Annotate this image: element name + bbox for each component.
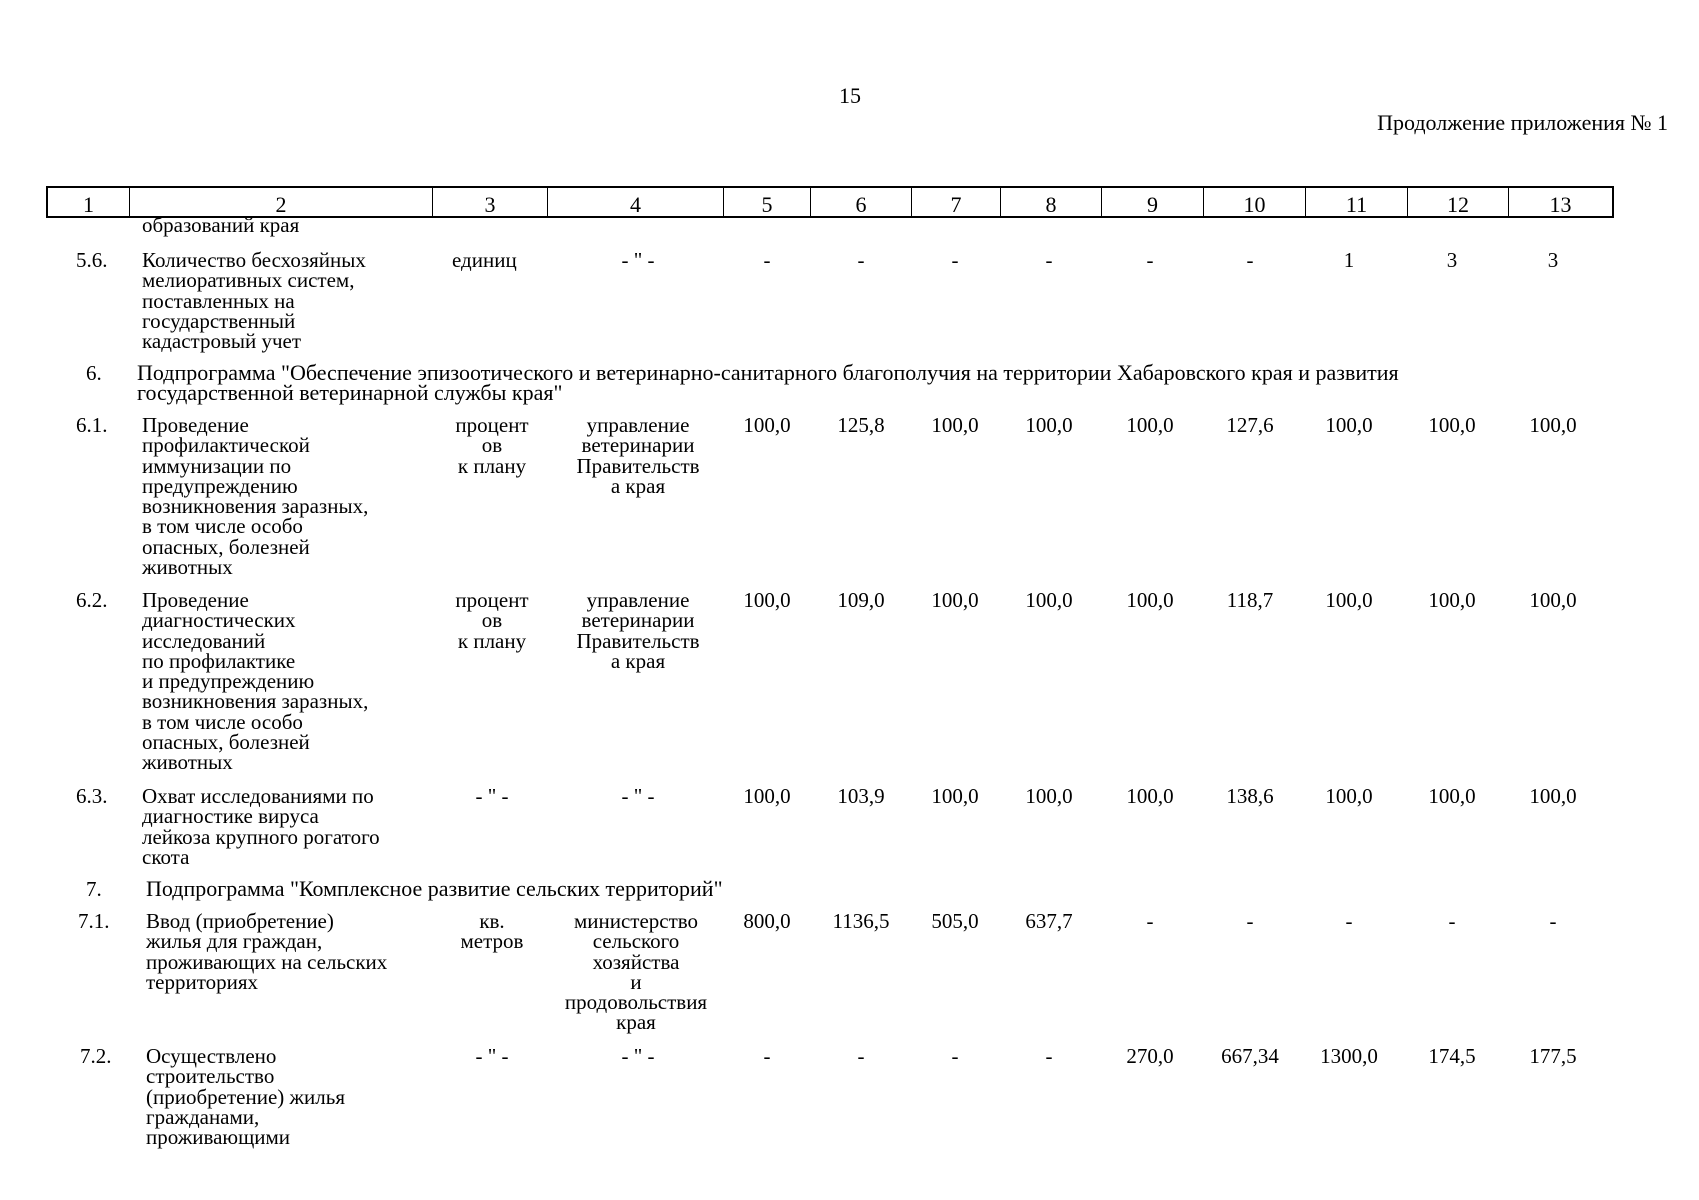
indicator-name: [146, 1044, 345, 1150]
row-number: 6.2.: [76, 588, 108, 612]
value-col-10: 127,6: [1226, 413, 1274, 437]
header-cell-13: 13: [1549, 192, 1572, 217]
indicator-name: [142, 786, 380, 867]
responsible: [558, 415, 718, 496]
text-line: поставленных на: [142, 288, 295, 313]
header-cell-8: 8: [1001, 188, 1102, 216]
header-cell-6: 6: [811, 188, 912, 216]
value-col-11: 1300,0: [1320, 1044, 1378, 1068]
value-col-9: 270,0: [1126, 1044, 1174, 1068]
value-col-8: 100,0: [1025, 784, 1073, 808]
unit: [437, 911, 547, 952]
header-cell-11: 11: [1306, 188, 1408, 216]
value-col-12: 100,0: [1428, 413, 1476, 437]
header-cell-3: 3: [433, 188, 548, 216]
value-col-13: 100,0: [1529, 784, 1577, 808]
indicator-name: [146, 911, 387, 992]
text-line: образований края: [142, 213, 300, 237]
value-col-9: 100,0: [1126, 784, 1174, 808]
value-col-13: 3: [1547, 248, 1559, 272]
value-col-8: -: [1045, 248, 1053, 272]
text-line: животных: [142, 750, 233, 775]
value-col-8: -: [1045, 1044, 1053, 1068]
row-number: 5.6.: [76, 248, 108, 272]
text-line: Проведение: [142, 588, 249, 612]
text-line: Правительств: [576, 628, 700, 653]
text-line: единиц: [452, 248, 517, 272]
value-col-6: 103,9: [837, 784, 885, 808]
value-col-6: -: [857, 248, 865, 272]
value-col-10: -: [1246, 909, 1254, 933]
value-col-7: 100,0: [931, 784, 979, 808]
row-number: 6.3.: [76, 784, 108, 808]
value-col-11: 100,0: [1325, 413, 1373, 437]
value-col-12: 3: [1446, 248, 1458, 272]
header-cell-1: 1: [48, 188, 130, 216]
text-line: управление: [586, 588, 690, 612]
value-col-9: -: [1146, 248, 1154, 272]
page-number: 15: [839, 83, 861, 108]
text-line: государственный: [142, 308, 296, 333]
value-col-6: 1136,5: [832, 909, 890, 933]
row-number: 7.1.: [78, 909, 110, 933]
text-line: ветеринарии: [581, 608, 695, 633]
text-line: края: [616, 1010, 656, 1035]
text-line: государственной ветеринарной службы края": [137, 380, 563, 406]
value-col-10: 118,7: [1226, 588, 1274, 612]
text-line: диагностике вируса: [142, 804, 319, 829]
header-cell-5: 5: [724, 188, 811, 216]
value-col-10: 138,6: [1226, 784, 1274, 808]
value-col-7: 505,0: [931, 909, 979, 933]
value-col-12: 174,5: [1428, 1044, 1476, 1068]
text-line: предупреждению: [142, 473, 298, 498]
text-line: - " -: [475, 1044, 509, 1068]
section-title: [146, 876, 723, 901]
appendix-note: Продолжение приложения № 1: [1377, 110, 1668, 135]
text-line: Ввод (приобретение): [146, 909, 334, 933]
value-col-5: 100,0: [743, 784, 791, 808]
text-line: Проведение: [142, 413, 249, 437]
section-number: 7.: [86, 877, 102, 901]
text-line: сельского: [592, 929, 680, 954]
header-cell-10: 10: [1204, 188, 1306, 216]
value-col-13: 100,0: [1529, 413, 1577, 437]
value-col-6: -: [857, 1044, 865, 1068]
text-line: хозяйства: [592, 949, 680, 974]
responsible: [545, 911, 727, 1033]
text-line: - " -: [621, 248, 655, 272]
value-col-5: -: [763, 248, 771, 272]
text-line: Охват исследованиями по: [142, 784, 374, 808]
header-cell-4: 4: [548, 188, 724, 216]
text-line: министерство: [573, 909, 699, 933]
text-line: опасных, болезней: [142, 534, 310, 559]
responsible: [558, 1046, 718, 1066]
value-col-8: 100,0: [1025, 413, 1073, 437]
header-cell-7: 7: [912, 188, 1001, 216]
text-line: Правительств: [576, 453, 700, 478]
value-col-7: -: [951, 248, 959, 272]
responsible: [558, 590, 718, 671]
value-col-13: 177,5: [1529, 1044, 1577, 1068]
value-col-7: 100,0: [931, 413, 979, 437]
indicator-name: [142, 590, 368, 773]
text-line: к плану: [457, 628, 527, 653]
text-line: в том числе особо: [142, 709, 303, 734]
unit: [437, 1046, 547, 1066]
row-number: 7.2.: [80, 1044, 112, 1068]
value-col-7: 100,0: [931, 588, 979, 612]
text-line: Подпрограмма "Комплексное развитие сельских территорий": [146, 876, 723, 901]
value-col-10: 667,34: [1221, 1044, 1279, 1068]
value-col-7: -: [951, 1044, 959, 1068]
text-line: - " -: [621, 784, 655, 808]
value-col-5: -: [763, 1044, 771, 1068]
header-cell-2: 2: [130, 188, 433, 216]
text-line: профилактической: [142, 433, 310, 458]
text-line: процент: [455, 413, 529, 437]
responsible: [558, 786, 718, 806]
text-line: а края: [610, 473, 666, 498]
text-line: возникновения заразных,: [142, 689, 369, 714]
value-col-12: 100,0: [1428, 588, 1476, 612]
text-line: кадастровый учет: [142, 329, 302, 354]
text-line: а края: [610, 648, 666, 673]
text-line: ветеринарии: [581, 433, 695, 458]
text-line: - " -: [621, 1044, 655, 1068]
value-col-11: 100,0: [1325, 784, 1373, 808]
value-col-10: -: [1246, 248, 1254, 272]
text-line: проживающими: [146, 1125, 291, 1150]
text-line: возникновения заразных,: [142, 494, 369, 519]
text-line: опасных, болезней: [142, 730, 310, 755]
text-line: и предупреждению: [142, 669, 315, 694]
text-line: (приобретение) жилья: [146, 1084, 345, 1109]
text-line: метров: [460, 929, 524, 954]
text-line: строительство: [146, 1064, 275, 1089]
unit: [452, 250, 517, 270]
value-col-11: 100,0: [1325, 588, 1373, 612]
text-line: иммунизации по: [142, 453, 292, 478]
value-col-5: 800,0: [743, 909, 791, 933]
indicator-name: [142, 413, 369, 580]
text-line: процент: [455, 588, 529, 612]
text-line: жилья для граждан,: [146, 929, 323, 954]
header-cell-9: 9: [1102, 188, 1204, 216]
unit: [437, 590, 547, 651]
text-line: по профилактике: [142, 648, 296, 673]
text-line: гражданами,: [146, 1104, 260, 1129]
responsible: [558, 250, 718, 270]
text-line: лейкоза крупного рогатого: [142, 824, 380, 849]
value-col-6: 125,8: [837, 413, 885, 437]
value-col-5: 100,0: [743, 413, 791, 437]
text-line: Количество бесхозяйных: [142, 248, 366, 272]
value-col-8: 100,0: [1025, 588, 1073, 612]
text-line: кв.: [479, 909, 505, 933]
value-col-9: 100,0: [1126, 588, 1174, 612]
text-line: Подпрограмма "Обеспечение эпизоотического и ветеринарно-санитарного благополучия на территории Хабаровского края и развития: [137, 360, 1399, 385]
value-col-11: -: [1345, 909, 1353, 933]
text-line: исследований: [142, 628, 266, 653]
text-line: животных: [142, 555, 233, 580]
unit: [437, 786, 547, 806]
text-line: управление: [586, 413, 690, 437]
text-line: к плану: [457, 453, 527, 478]
text-line: скота: [142, 844, 190, 869]
row-number: 6.1.: [76, 413, 108, 437]
value-col-12: 100,0: [1428, 784, 1476, 808]
carry-over-text: [142, 215, 299, 235]
value-col-8: 637,7: [1025, 909, 1073, 933]
text-line: диагностических: [142, 608, 296, 633]
value-col-6: 109,0: [837, 588, 885, 612]
text-line: и: [630, 969, 642, 994]
text-line: проживающих на сельских: [146, 949, 388, 974]
text-line: в том числе особо: [142, 514, 303, 539]
header-cell-12: 12: [1408, 188, 1509, 216]
value-col-13: 100,0: [1529, 588, 1577, 612]
section-title: [137, 360, 1399, 406]
indicator-name: [142, 248, 366, 354]
value-col-13: -: [1549, 909, 1557, 933]
value-col-11: 1: [1343, 248, 1355, 272]
value-col-9: -: [1146, 909, 1154, 933]
text-line: мелиоративных систем,: [142, 268, 355, 293]
unit: [437, 415, 547, 476]
section-number: 6.: [86, 361, 102, 385]
value-col-9: 100,0: [1126, 413, 1174, 437]
value-col-5: 100,0: [743, 588, 791, 612]
text-line: Осуществлено: [146, 1044, 277, 1068]
text-line: - " -: [475, 784, 509, 808]
text-line: ов: [481, 608, 503, 633]
text-line: территориях: [146, 969, 259, 994]
text-line: ов: [481, 433, 503, 458]
text-line: продовольствия: [564, 990, 708, 1015]
value-col-12: -: [1448, 909, 1456, 933]
